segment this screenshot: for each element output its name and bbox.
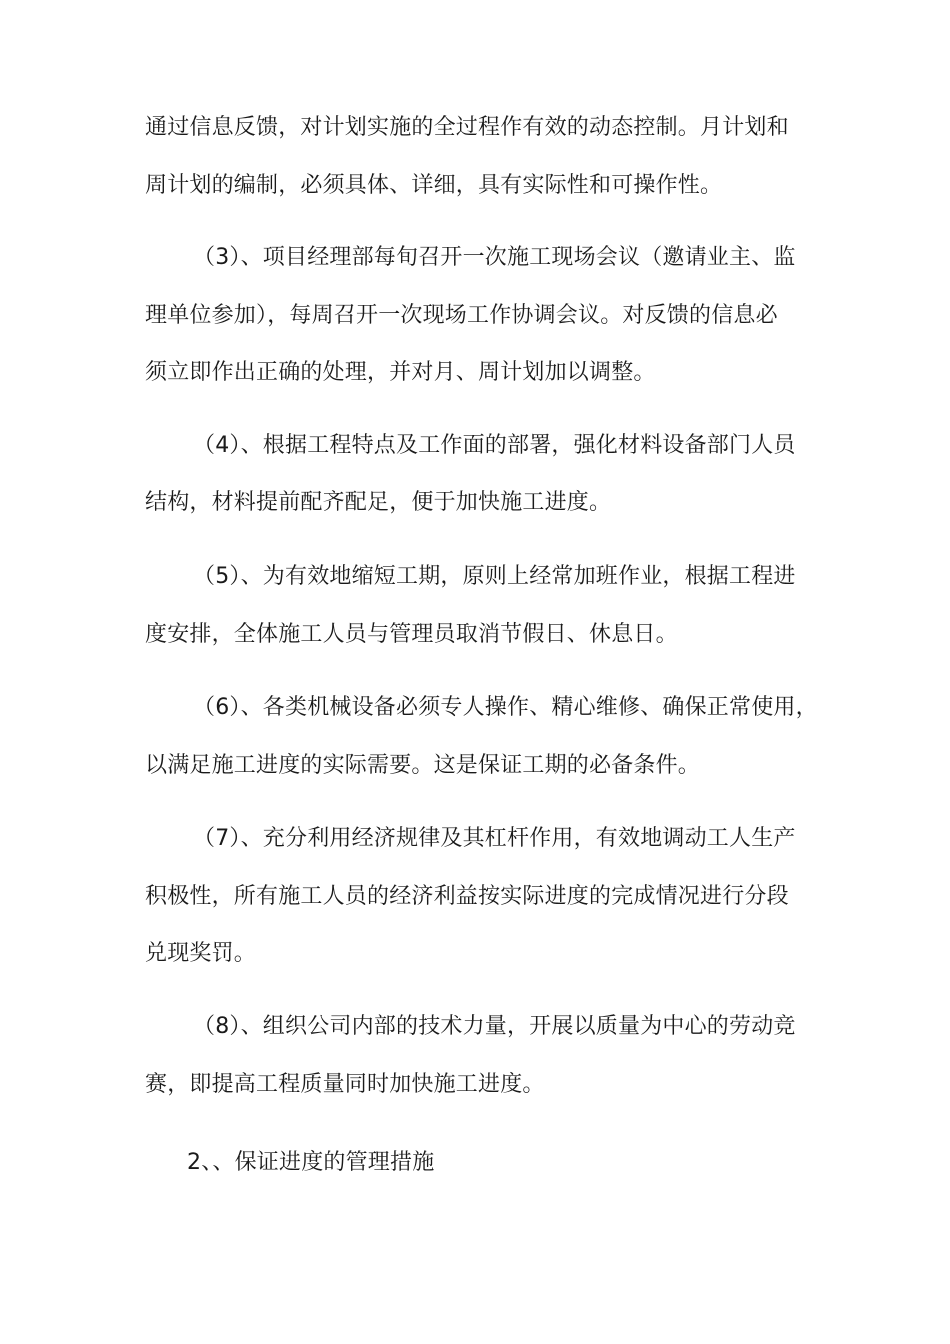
paragraph-line: 理单位参加），每周召开一次现场工作协调会议。对反馈的信息必 — [145, 303, 778, 328]
paragraph-line: 兑现奖罚。 — [145, 941, 257, 966]
paragraph-line: （3）、项目经理部每旬召开一次施工现场会议（邀请业主、监 — [193, 245, 796, 270]
paragraph-line: 赛，即提高工程质量同时加快施工进度。 — [145, 1072, 545, 1097]
paragraph-line: 度安排，全体施工人员与管理员取消节假日、休息日。 — [145, 622, 678, 647]
paragraph-line: （8）、组织公司内部的技术力量，开展以质量为中心的劳动竞 — [193, 1014, 796, 1039]
paragraph-line: 须立即作出正确的处理，并对月、周计划加以调整。 — [145, 360, 656, 385]
paragraph-line: 通过信息反馈，对计划实施的全过程作有效的动态控制。月计划和 — [145, 115, 789, 140]
paragraph-line: 以满足施工进度的实际需要。这是保证工期的必备条件。 — [145, 753, 701, 778]
paragraph-line: （6）、各类机械设备必须专人操作、精心维修、确保正常使用， — [193, 695, 818, 720]
paragraph-line: 周计划的编制，必须具体、详细，具有实际性和可操作性。 — [145, 173, 723, 198]
paragraph-line: （4）、根据工程特点及工作面的部署，强化材料设备部门人员 — [193, 433, 796, 458]
paragraph-line: 积极性，所有施工人员的经济利益按实际进度的完成情况进行分段 — [145, 884, 789, 909]
paragraph-line: （5）、为有效地缩短工期，原则上经常加班作业，根据工程进 — [193, 564, 796, 589]
paragraph-line: （7）、充分利用经济规律及其杠杆作用，有效地调动工人生产 — [193, 826, 796, 851]
section-heading: 2、、保证进度的管理措施 — [187, 1150, 435, 1175]
paragraph-line: 结构，材料提前配齐配足，便于加快施工进度。 — [145, 490, 612, 515]
